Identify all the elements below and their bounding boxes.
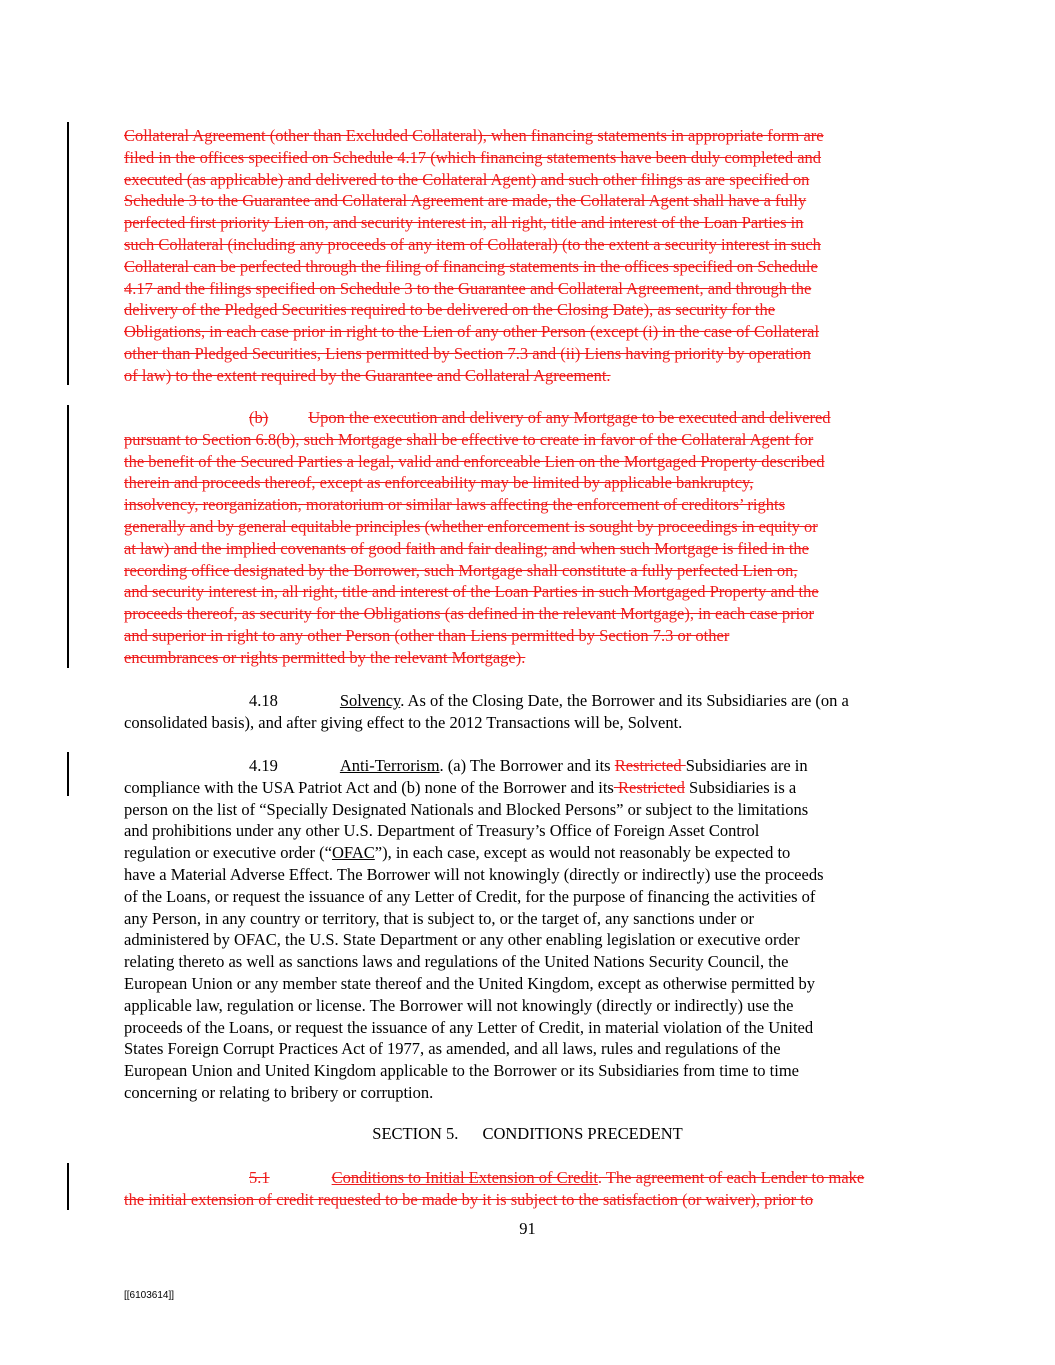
text-line: any Person, in any country or territory, that is subject to, or the target of, any sanctions under or <box>124 908 755 928</box>
text-line: have a Material Adverse Effect. The Borrower will not knowingly (directly or indirectly) use the proceeds <box>124 864 824 884</box>
section-title: Conditions to Initial Extension of Credit <box>331 1168 598 1187</box>
deleted-section-5-1 <box>124 1167 934 1211</box>
text-line: administered by OFAC, the U.S. State Department or any other enabling legislation or executive order <box>124 930 800 950</box>
paragraph-b-first-text: Upon the execution and delivery of any Mortgage to be executed and delivered <box>308 408 831 427</box>
section-text: regulation or executive order (“ <box>124 843 332 863</box>
section-number: 4.19 <box>249 756 278 775</box>
page-number: 91 <box>519 1219 536 1238</box>
text-line: States Foreign Corrupt Practices Act of 1977, as amended, and all laws, rules and regulations of the <box>124 1039 781 1059</box>
text-line: therein and proceeds thereof, except as enforceability may be limited by applicable bankruptcy, <box>124 473 754 493</box>
text-line: such Collateral (including any proceeds of any item of Collateral) (to the extent a security interest in such <box>124 234 821 254</box>
change-bar <box>67 752 69 796</box>
section-4-18 <box>124 690 934 734</box>
document-id: [[6103614]] <box>124 1290 175 1301</box>
text-line: Obligations, in each case prior in right to the Lien of any other Person (except (i) in the case of Collateral <box>124 322 820 342</box>
section-title: Anti-Terrorism <box>339 756 440 775</box>
section-text-line: consolidated basis), and after giving effect to the 2012 Transactions will be, Solvent. <box>124 712 683 732</box>
text-line: delivery of the Pledged Securities required to be delivered on the Closing Date), as security for the <box>124 300 776 320</box>
section-4-19 <box>124 755 934 1104</box>
section-text: Subsidiaries are in <box>685 756 808 775</box>
section-title: Solvency <box>339 691 401 710</box>
text-line: of the Loans, or request the issuance of any Letter of Credit, for the purpose of financing the activities of <box>124 886 816 906</box>
text-line: generally and by general equitable principles (whether enforcement is sought by proceedings in equity or <box>124 516 818 536</box>
deleted-word: Restricted <box>613 777 685 797</box>
change-bar <box>67 1163 69 1210</box>
section-text-line: person on the list of “Specially Designated Nationals and Blocked Persons” or subject to the limitations <box>124 799 809 819</box>
section-text: . (a) The Borrower and its <box>439 756 615 775</box>
text-line: pursuant to Section 6.8(b), such Mortgage shall be effective to create in favor of the Collateral Agent for <box>124 429 814 449</box>
text-line: relating thereto as well as sanctions laws and regulations of the United Nations Security Council, the <box>124 952 789 972</box>
text-line: of law) to the extent required by the Guarantee and Collateral Agreement. <box>124 365 611 385</box>
change-bar <box>67 122 69 385</box>
text-line: encumbrances or rights permitted by the relevant Mortgage). <box>124 647 526 667</box>
section-text: compliance with the USA Patriot Act and (b) none of the Borrower and its <box>124 777 614 797</box>
section-heading-label: SECTION 5. <box>372 1124 459 1143</box>
text-line: other than Pledged Securities, Liens permitted by Section 7.3 and (ii) Liens having priority by operation <box>124 343 811 363</box>
text-line: Collateral can be perfected through the filing of financing statements in the offices specified on Schedule <box>124 256 818 276</box>
deleted-paragraph-a <box>124 125 934 387</box>
section-text: . The agreement of each Lender to make <box>597 1168 865 1187</box>
text-line: European Union or any member state thereof and the United Kingdom, except as otherwise permitted by <box>124 973 815 993</box>
deleted-word: Restricted <box>614 756 686 775</box>
section-text: Subsidiaries is a <box>684 777 797 797</box>
defined-term: OFAC <box>331 843 375 863</box>
text-line: the benefit of the Secured Parties a legal, valid and enforceable Lien on the Mortgaged Property described <box>124 451 825 471</box>
section-number: 4.18 <box>249 691 278 710</box>
text-line: and superior in right to any other Person (other than Liens permitted by Section 7.3 or other <box>124 625 730 645</box>
text-line: proceeds thereof, as security for the Obligations (as defined in the relevant Mortgage), in each case prior <box>124 604 814 624</box>
text-line: proceeds of the Loans, or request the issuance of any Letter of Credit, in material violation of the United <box>124 1017 814 1037</box>
text-line: and security interest in, all right, title and interest of the Loan Parties in such Mortgaged Property and the <box>124 582 819 602</box>
change-bar <box>67 405 69 668</box>
text-line: concerning or relating to bribery or corruption. <box>124 1082 434 1102</box>
section-heading <box>0 1124 1055 1144</box>
text-line: perfected first priority Lien on, and security interest in, all right, title and interest of the Loan Parties in <box>124 213 804 233</box>
section-number: 5.1 <box>249 1168 270 1187</box>
deleted-paragraph-b <box>124 407 934 669</box>
section-text: . As of the Closing Date, the Borrower and its Subsidiaries are (on a <box>400 691 849 710</box>
text-line: Schedule 3 to the Guarantee and Collateral Agreement are made, the Collateral Agent shall have a fully <box>124 191 807 211</box>
text-line: executed (as applicable) and delivered to the Collateral Agent) and such other filings as are specified on <box>124 169 810 189</box>
text-line: European Union and United Kingdom applicable to the Borrower or its Subsidiaries from time to time <box>124 1061 799 1081</box>
text-line: 4.17 and the filings specified on Schedule 3 to the Guarantee and Collateral Agreement, and through the <box>124 278 812 298</box>
section-text-line: the initial extension of credit requested to be made by it is subject to the satisfaction (or waiver), prior to <box>124 1189 814 1209</box>
text-line: Collateral Agreement (other than Excluded Collateral), when financing statements in appropriate form are <box>124 126 824 145</box>
section-text: ”), in each case, except as would not reasonably be expected to <box>374 843 791 863</box>
text-line: at law) and the implied covenants of good faith and fair dealing; and when such Mortgage is filed in the <box>124 538 810 558</box>
text-line: filed in the offices specified on Schedule 4.17 (which financing statements have been duly completed and <box>124 147 822 167</box>
paragraph-b-label: (b) <box>249 408 269 427</box>
paragraph-b-first-line <box>124 407 934 429</box>
text-line: recording office designated by the Borrower, such Mortgage shall constitute a fully perfected Lien on, <box>124 560 798 580</box>
section-heading-title: CONDITIONS PRECEDENT <box>482 1124 683 1143</box>
section-text-line: and prohibitions under any other U.S. Department of Treasury’s Office of Foreign Asset Control <box>124 821 760 841</box>
text-line: insolvency, reorganization, moratorium or similar laws affecting the enforcement of creditors’ rights <box>124 495 786 515</box>
text-line: applicable law, regulation or license. The Borrower will not knowingly (directly or indirectly) use the <box>124 995 794 1015</box>
